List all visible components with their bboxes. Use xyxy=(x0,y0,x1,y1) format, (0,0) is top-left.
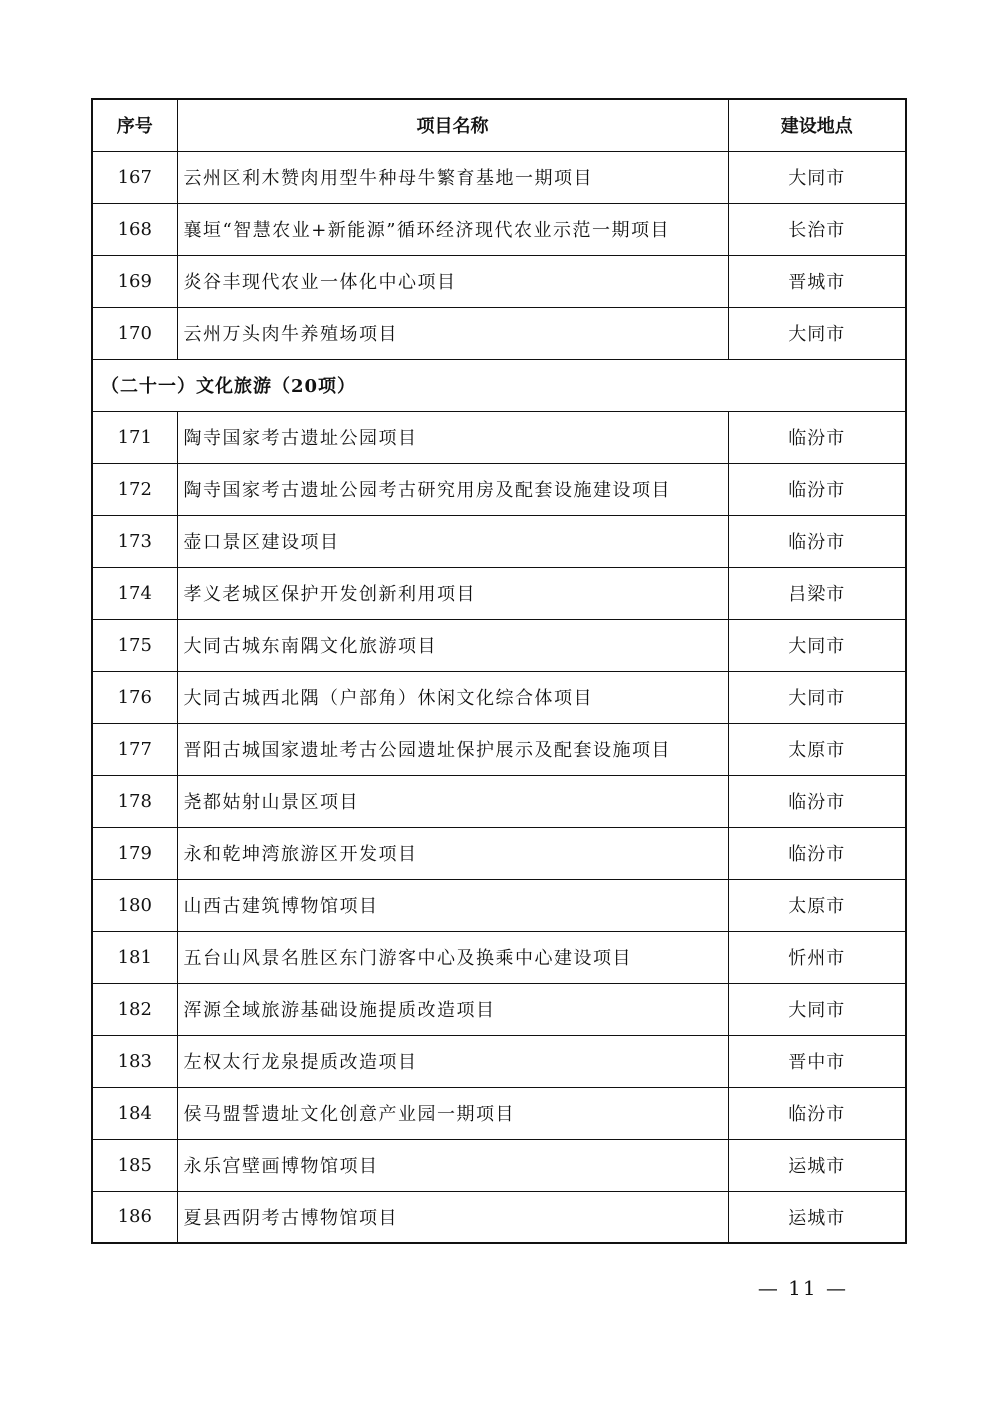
row-location: 长治市 xyxy=(728,203,906,255)
row-project-name: 陶寺国家考古遗址公园考古研究用房及配套设施建设项目 xyxy=(177,463,728,515)
table-row xyxy=(92,1087,906,1139)
row-project-name: 山西古建筑博物馆项目 xyxy=(177,879,728,931)
row-location: 大同市 xyxy=(728,151,906,203)
table-row xyxy=(92,671,906,723)
row-project-name: 云州万头肉牛养殖场项目 xyxy=(177,307,728,359)
row-serial: 170 xyxy=(92,307,177,359)
row-project-name: 夏县西阴考古博物馆项目 xyxy=(177,1191,728,1243)
table-row xyxy=(92,515,906,567)
row-project-name: 尧都姑射山景区项目 xyxy=(177,775,728,827)
row-serial: 183 xyxy=(92,1035,177,1087)
row-serial: 168 xyxy=(92,203,177,255)
row-serial: 180 xyxy=(92,879,177,931)
row-project-name: 永和乾坤湾旅游区开发项目 xyxy=(177,827,728,879)
table-row xyxy=(92,619,906,671)
row-project-name: 孝义老城区保护开发创新利用项目 xyxy=(177,567,728,619)
project-table-container xyxy=(91,98,905,1244)
project-table xyxy=(91,98,907,1244)
row-serial: 185 xyxy=(92,1139,177,1191)
row-project-name: 大同古城西北隅（户部角）休闲文化综合体项目 xyxy=(177,671,728,723)
table-body-after xyxy=(92,411,906,1243)
row-project-name: 五台山风景名胜区东门游客中心及换乘中心建设项目 xyxy=(177,931,728,983)
row-location: 临汾市 xyxy=(728,827,906,879)
table-row xyxy=(92,879,906,931)
section-row xyxy=(92,359,906,411)
row-location: 大同市 xyxy=(728,619,906,671)
row-location: 临汾市 xyxy=(728,775,906,827)
header-location: 建设地点 xyxy=(728,99,906,151)
row-location: 临汾市 xyxy=(728,515,906,567)
row-project-name: 襄垣“智慧农业+新能源”循环经济现代农业示范一期项目 xyxy=(177,203,728,255)
row-location: 晋城市 xyxy=(728,255,906,307)
row-project-name: 晋阳古城国家遗址考古公园遗址保护展示及配套设施项目 xyxy=(177,723,728,775)
page-number: — 11 — xyxy=(757,1276,848,1300)
row-location: 忻州市 xyxy=(728,931,906,983)
row-serial: 172 xyxy=(92,463,177,515)
row-location: 临汾市 xyxy=(728,463,906,515)
row-serial: 186 xyxy=(92,1191,177,1243)
row-location: 大同市 xyxy=(728,307,906,359)
row-serial: 178 xyxy=(92,775,177,827)
row-project-name: 永乐宫壁画博物馆项目 xyxy=(177,1139,728,1191)
row-location: 晋中市 xyxy=(728,1035,906,1087)
table-row xyxy=(92,567,906,619)
table-row xyxy=(92,1139,906,1191)
row-project-name: 大同古城东南隅文化旅游项目 xyxy=(177,619,728,671)
section-title: （二十一）文化旅游（20项） xyxy=(92,359,906,411)
row-project-name: 左权太行龙泉提质改造项目 xyxy=(177,1035,728,1087)
table-row xyxy=(92,775,906,827)
table-row xyxy=(92,1191,906,1243)
table-row xyxy=(92,463,906,515)
row-location: 太原市 xyxy=(728,723,906,775)
row-location: 吕梁市 xyxy=(728,567,906,619)
row-location: 运城市 xyxy=(728,1191,906,1243)
table-row xyxy=(92,983,906,1035)
table-body-before xyxy=(92,151,906,359)
row-location: 运城市 xyxy=(728,1139,906,1191)
row-serial: 184 xyxy=(92,1087,177,1139)
row-serial: 181 xyxy=(92,931,177,983)
row-project-name: 侯马盟誓遗址文化创意产业园一期项目 xyxy=(177,1087,728,1139)
row-serial: 177 xyxy=(92,723,177,775)
table-row xyxy=(92,931,906,983)
row-location: 大同市 xyxy=(728,983,906,1035)
row-serial: 173 xyxy=(92,515,177,567)
row-serial: 182 xyxy=(92,983,177,1035)
row-project-name: 云州区利木赞肉用型牛种母牛繁育基地一期项目 xyxy=(177,151,728,203)
row-serial: 169 xyxy=(92,255,177,307)
row-serial: 175 xyxy=(92,619,177,671)
row-serial: 176 xyxy=(92,671,177,723)
table-row xyxy=(92,307,906,359)
table-row xyxy=(92,151,906,203)
row-project-name: 壶口景区建设项目 xyxy=(177,515,728,567)
row-serial: 179 xyxy=(92,827,177,879)
table-row xyxy=(92,723,906,775)
row-serial: 174 xyxy=(92,567,177,619)
table-row xyxy=(92,1035,906,1087)
row-project-name: 浑源全域旅游基础设施提质改造项目 xyxy=(177,983,728,1035)
row-project-name: 炎谷丰现代农业一体化中心项目 xyxy=(177,255,728,307)
header-serial: 序号 xyxy=(92,99,177,151)
table-row xyxy=(92,255,906,307)
row-serial: 171 xyxy=(92,411,177,463)
row-location: 大同市 xyxy=(728,671,906,723)
row-project-name: 陶寺国家考古遗址公园项目 xyxy=(177,411,728,463)
row-location: 太原市 xyxy=(728,879,906,931)
row-location: 临汾市 xyxy=(728,1087,906,1139)
table-row xyxy=(92,827,906,879)
table-row xyxy=(92,411,906,463)
header-project-name: 项目名称 xyxy=(177,99,728,151)
table-header-row xyxy=(92,99,906,151)
table-row xyxy=(92,203,906,255)
row-serial: 167 xyxy=(92,151,177,203)
row-location: 临汾市 xyxy=(728,411,906,463)
